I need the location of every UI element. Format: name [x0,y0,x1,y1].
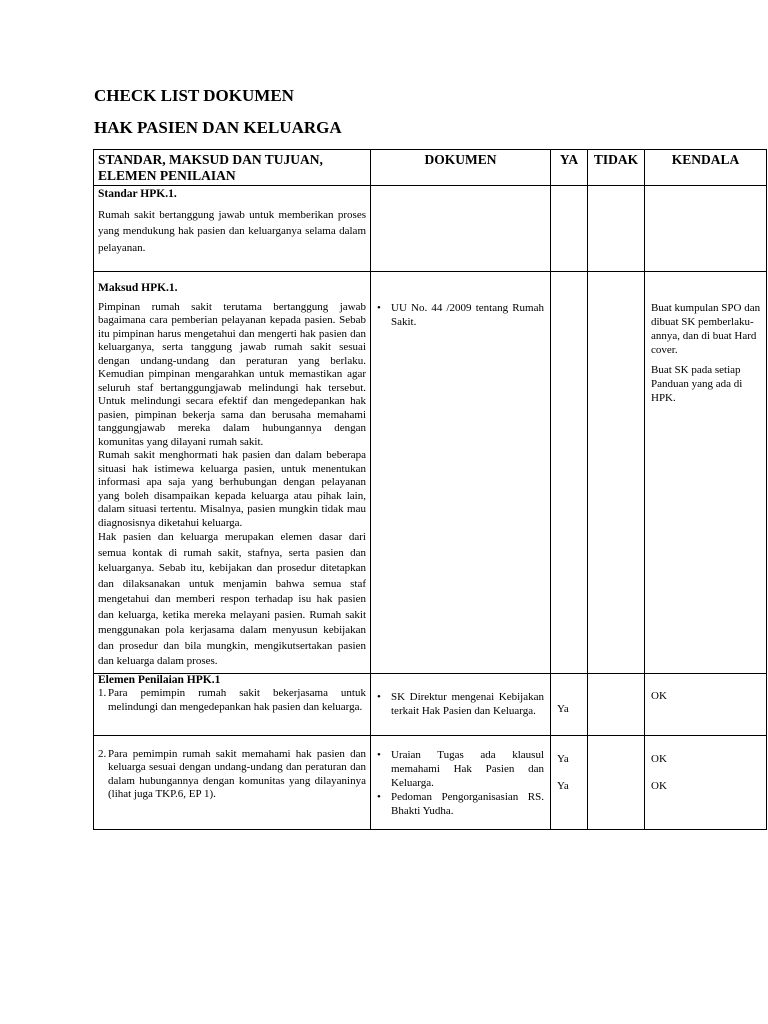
maksud-cell [94,272,371,674]
elemen-item-1 [98,687,366,714]
elemen-1-dokumen [371,673,551,735]
standar-tidak [588,186,645,272]
elemen-2-dokumen [371,735,551,829]
maksud-ya [551,272,588,674]
elemen-heading: Elemen Penilaian HPK.1 [98,673,221,686]
elemen-1-ya [551,673,588,735]
maksud-row [94,272,767,674]
standar-dokumen [371,186,551,272]
maksud-tidak [588,272,645,674]
elemen-item-text: Para pemimpin rumah sakit memahami hak pasien dan keluarga sesuai dengan undang-undang dan peraturan dan dalam hubungannya dengan komunitas yang dilayaninya (lihat juga TKP.6, EP 1). [108,747,366,800]
maksud-dokumen [371,272,551,674]
elemen-2-kendala [645,735,767,829]
header-tidak: TIDAK [588,150,645,186]
maksud-heading: Maksud HPK.1. [98,282,178,294]
kendala-note-1: Buat kumpulan SPO dan dibuat SK pemberlaku-annya, dan di buat Hard cover. [651,302,761,356]
elemen-cell-2 [94,735,371,829]
ya-value: Ya [557,752,569,765]
maksud-paragraph-2: Rumah sakit menghormati hak pasien dan dalam beberapa situasi hak istimewa keluarga pasien, untuk menentukan informasi apa saja yang berhubungan dengan pelayanan yang boleh disampaikan kepada keluarga atau pihak lain, dalam situasi tertentu. Misalnya, pasien mungkin tidak mau diagnosisnya diketahui keluarga. [98,449,366,529]
elemen-item-number: 1. [98,687,107,699]
header-dokumen: DOKUMEN [371,150,551,186]
elemen-item-number: 2. [98,747,107,760]
elemen-item-text: Para pemimpin rumah sakit bekerjasama untuk melindungi dan mengedepankan hak pasien dan keluarga. [108,687,366,713]
elemen-2-ya [551,735,588,829]
standar-kendala [645,186,767,272]
document-subtitle: HAK PASIEN DAN KELUARGA [94,118,342,137]
kendala-value: OK [651,780,667,792]
kendala-value: OK [651,689,667,702]
elemen-1-tidak [588,673,645,735]
elemen-1-kendala [645,673,767,735]
header-ya: YA [551,150,588,186]
maksud-kendala [645,272,767,674]
header-standar: STANDAR, MAKSUD DAN TUJUAN, ELEMEN PENILAIAN [94,150,371,186]
ya-value: Ya [557,702,569,715]
checklist-table [93,149,767,830]
dokumen-item: • Uraian Tugas ada klausul memahami Hak Pasien dan Keluarga. [391,748,544,790]
ya-value: Ya [557,780,569,792]
standar-heading: Standar HPK.1. [98,188,177,200]
elemen-row-2 [94,735,767,829]
dokumen-item: • UU No. 44 /2009 tentang Rumah Sakit. [391,301,544,329]
maksud-paragraph-1: Pimpinan rumah sakit terutama bertanggung jawab bagaimana cara pemberian pelayanan kepada pasien. Sebab itu pimpinan harus mengetahui dan mengerti hak pasien dan keluarganya, serta tanggung jawab rumah sakit sesuai dengan undang-undang dan peraturan yang berlaku. Kemudian pimpinan mengarahkan untuk memastikan agar seluruh staf bertanggungjawab melindungi hak tersebut. Untuk melindungi secara efektif dan mengedepankan hak pasien, pimpinan bekerja sama dan berusaha memahami tanggungjawab mereka dalam hubungannya dengan komunitas yang dilayani rumah sakit. [98,300,366,448]
dokumen-item: • Pedoman Pengorganisasian RS. Bhakti Yudha. [391,790,544,818]
header-kendala: KENDALA [645,150,767,186]
elemen-row-1 [94,673,767,735]
document-title: CHECK LIST DOKUMEN [94,86,294,105]
standar-ya [551,186,588,272]
header-row [94,150,767,186]
kendala-value: OK [651,752,667,765]
maksud-paragraph-3: Hak pasien dan keluarga merupakan elemen dasar dari semua kontak di rumah sakit, stafnya, serta pasien dan keluarganya. Sebab itu, kebijakan dan prosedur ditetapkan dan dilaksanakan untuk menjamin bahwa semua staf mengetahui dan memberi respon terhadap isu hak pasien dan keluarga, ketika mereka melayani pasien. Rumah sakit menggunakan pola kerjasama dalam menyusun kebijakan dan prosedur dan bila mungkin, mengikutsertakan pasien dan keluarga dalam proses. [98,531,366,667]
standar-text: Rumah sakit bertanggung jawab untuk memberikan proses yang mendukung hak pasien dan keluarganya selama dalam pelayanan. [98,208,366,254]
elemen-item-2 [98,748,366,802]
kendala-note-2: Buat SK pada setiap Panduan yang ada di HPK. [651,364,743,404]
elemen-cell-1 [94,673,371,735]
standar-row [94,186,767,272]
elemen-2-tidak [588,735,645,829]
dokumen-item: • SK Direktur mengenai Kebijakan terkait Hak Pasien dan Keluarga. [391,690,544,718]
standar-cell [94,186,371,272]
